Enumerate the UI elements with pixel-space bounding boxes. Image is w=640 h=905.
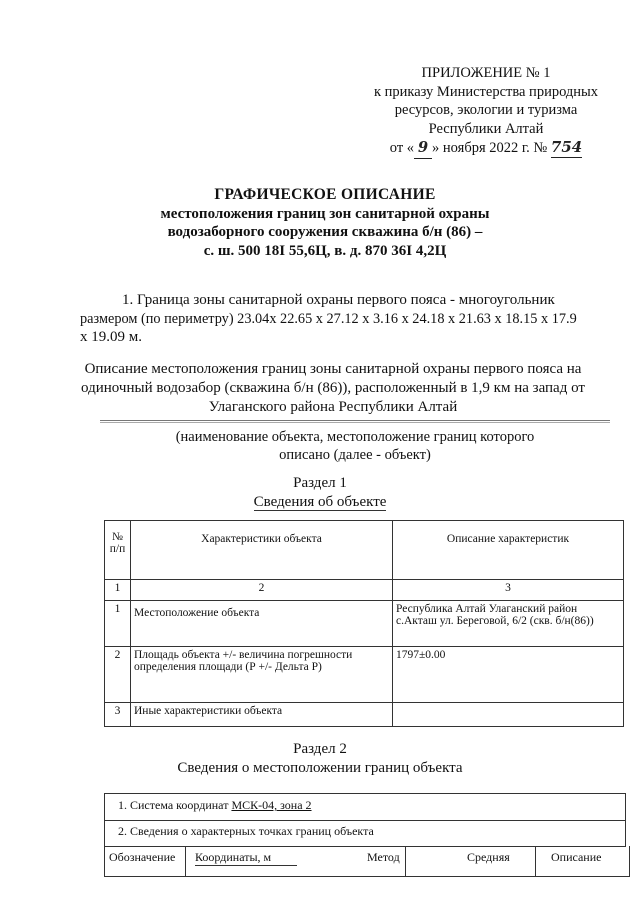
section1-subtitle: Сведения об объекте: [253, 494, 387, 510]
col-divider: [535, 846, 536, 876]
para2-line-3: Улаганского района Республики Алтай: [208, 398, 458, 415]
section2-heading: [0, 740, 640, 778]
table-row: [105, 703, 624, 727]
section2-title: Раздел 2: [293, 741, 347, 757]
paragraph-object-description: [66, 360, 600, 416]
title-main: ГРАФИЧЕСКОЕ ОПИСАНИЕ: [214, 186, 436, 203]
table-row: [105, 647, 624, 703]
table-divider: [105, 820, 625, 821]
appendix-date-line: [360, 138, 612, 159]
coord-prefix: 1. Система координат: [118, 798, 232, 812]
points-table-header: [104, 846, 630, 877]
header-description: Описание: [551, 850, 602, 864]
header-characteristics: Характеристики объекта: [131, 521, 393, 580]
title-line-2: местоположения границ зон санитарной охраны: [160, 205, 490, 222]
caption-line-1: (наименование объекта, местоположение границ которого: [175, 429, 535, 445]
header-coordinates: Координаты, м: [195, 850, 297, 866]
header-description: Описание характеристик: [393, 521, 624, 580]
header-average: Средняя: [467, 850, 510, 864]
col-divider: [185, 846, 186, 876]
divider-line-2: [100, 422, 610, 423]
row-description: [393, 703, 624, 727]
para1-line-1: 1. Граница зоны санитарной охраны первого пояса - многоугольник: [122, 292, 555, 308]
table-index-row: [105, 580, 624, 601]
handwritten-order-number: 754: [550, 138, 583, 156]
para1-line-2: размером (по периметру) 23.04х 22.65 х 27.12 х 3.16 х 24.18 х 21.63 х 18.15 х 17.9: [80, 310, 577, 327]
header-designation: Обозначение: [109, 850, 176, 864]
row-characteristic: Площадь объекта +/- величина погрешности определения площади (Р +/- Дельта Р): [131, 647, 393, 703]
characteristic-points-row: 2. Сведения о характерных точках границ объекта: [118, 824, 374, 838]
header-method: Метод: [367, 850, 400, 864]
row-characteristic: Местоположение объекта: [131, 601, 393, 647]
section1-title: Раздел 1: [293, 475, 347, 491]
section2-subtitle: Сведения о местоположении границ объекта: [177, 760, 463, 776]
index-1: 1: [105, 580, 131, 601]
handwritten-day: 9: [414, 139, 432, 159]
row-number: 1: [105, 601, 131, 647]
paragraph-boundary-size: [80, 291, 610, 347]
caption-line-2: описано (далее - объект): [279, 447, 431, 463]
appendix-number: ПРИЛОЖЕНИЕ № 1: [421, 65, 551, 81]
appendix-region: Республики Алтай: [428, 120, 544, 137]
col-divider: [405, 846, 406, 876]
row-characteristic: Иные характеристики объекта: [131, 703, 393, 727]
coordinate-system-row: [118, 798, 312, 813]
index-2: 2: [131, 580, 393, 601]
row-description: Республика Алтай Улаганский район с.Акташ ул. Береговой, 6/2 (скв. б/н(86)): [393, 601, 624, 647]
appendix-order-ref: к приказу Министерства природных: [373, 83, 599, 100]
date-prefix: от «: [389, 140, 415, 156]
appendix-header: [360, 64, 612, 159]
table-header-row: [105, 521, 624, 580]
appendix-ministry: ресурсов, экологии и туризма: [394, 102, 578, 118]
document-title: [60, 186, 590, 260]
para2-line-1: Описание местоположения границ зоны санитарной охраны первого пояса на: [84, 361, 582, 377]
object-caption: [110, 428, 600, 464]
title-line-3: водозаборного сооружения скважина б/н (86) –: [167, 224, 483, 241]
header-number: № п/п: [105, 521, 131, 580]
index-3: 3: [393, 580, 624, 601]
table-row: [105, 601, 624, 647]
coord-system-value: МСК-04, зона 2: [231, 798, 312, 812]
para2-line-2: одиночный водозабор (скважина б/н (86)), расположенный в 1,9 км на запад от: [81, 379, 585, 396]
object-info-table: [104, 520, 624, 727]
row-number: 2: [105, 647, 131, 703]
title-coordinates: с. ш. 500 18I 55,6Ц, в. д. 870 36I 4,2Ц: [203, 242, 447, 259]
row-description: 1797±0.00: [393, 647, 624, 703]
divider-line: [100, 420, 610, 421]
para1-line-3: х 19.09 м.: [80, 329, 142, 345]
date-middle: » ноября 2022 г. №: [432, 140, 551, 156]
section1-heading: [0, 474, 640, 512]
row-number: 3: [105, 703, 131, 727]
